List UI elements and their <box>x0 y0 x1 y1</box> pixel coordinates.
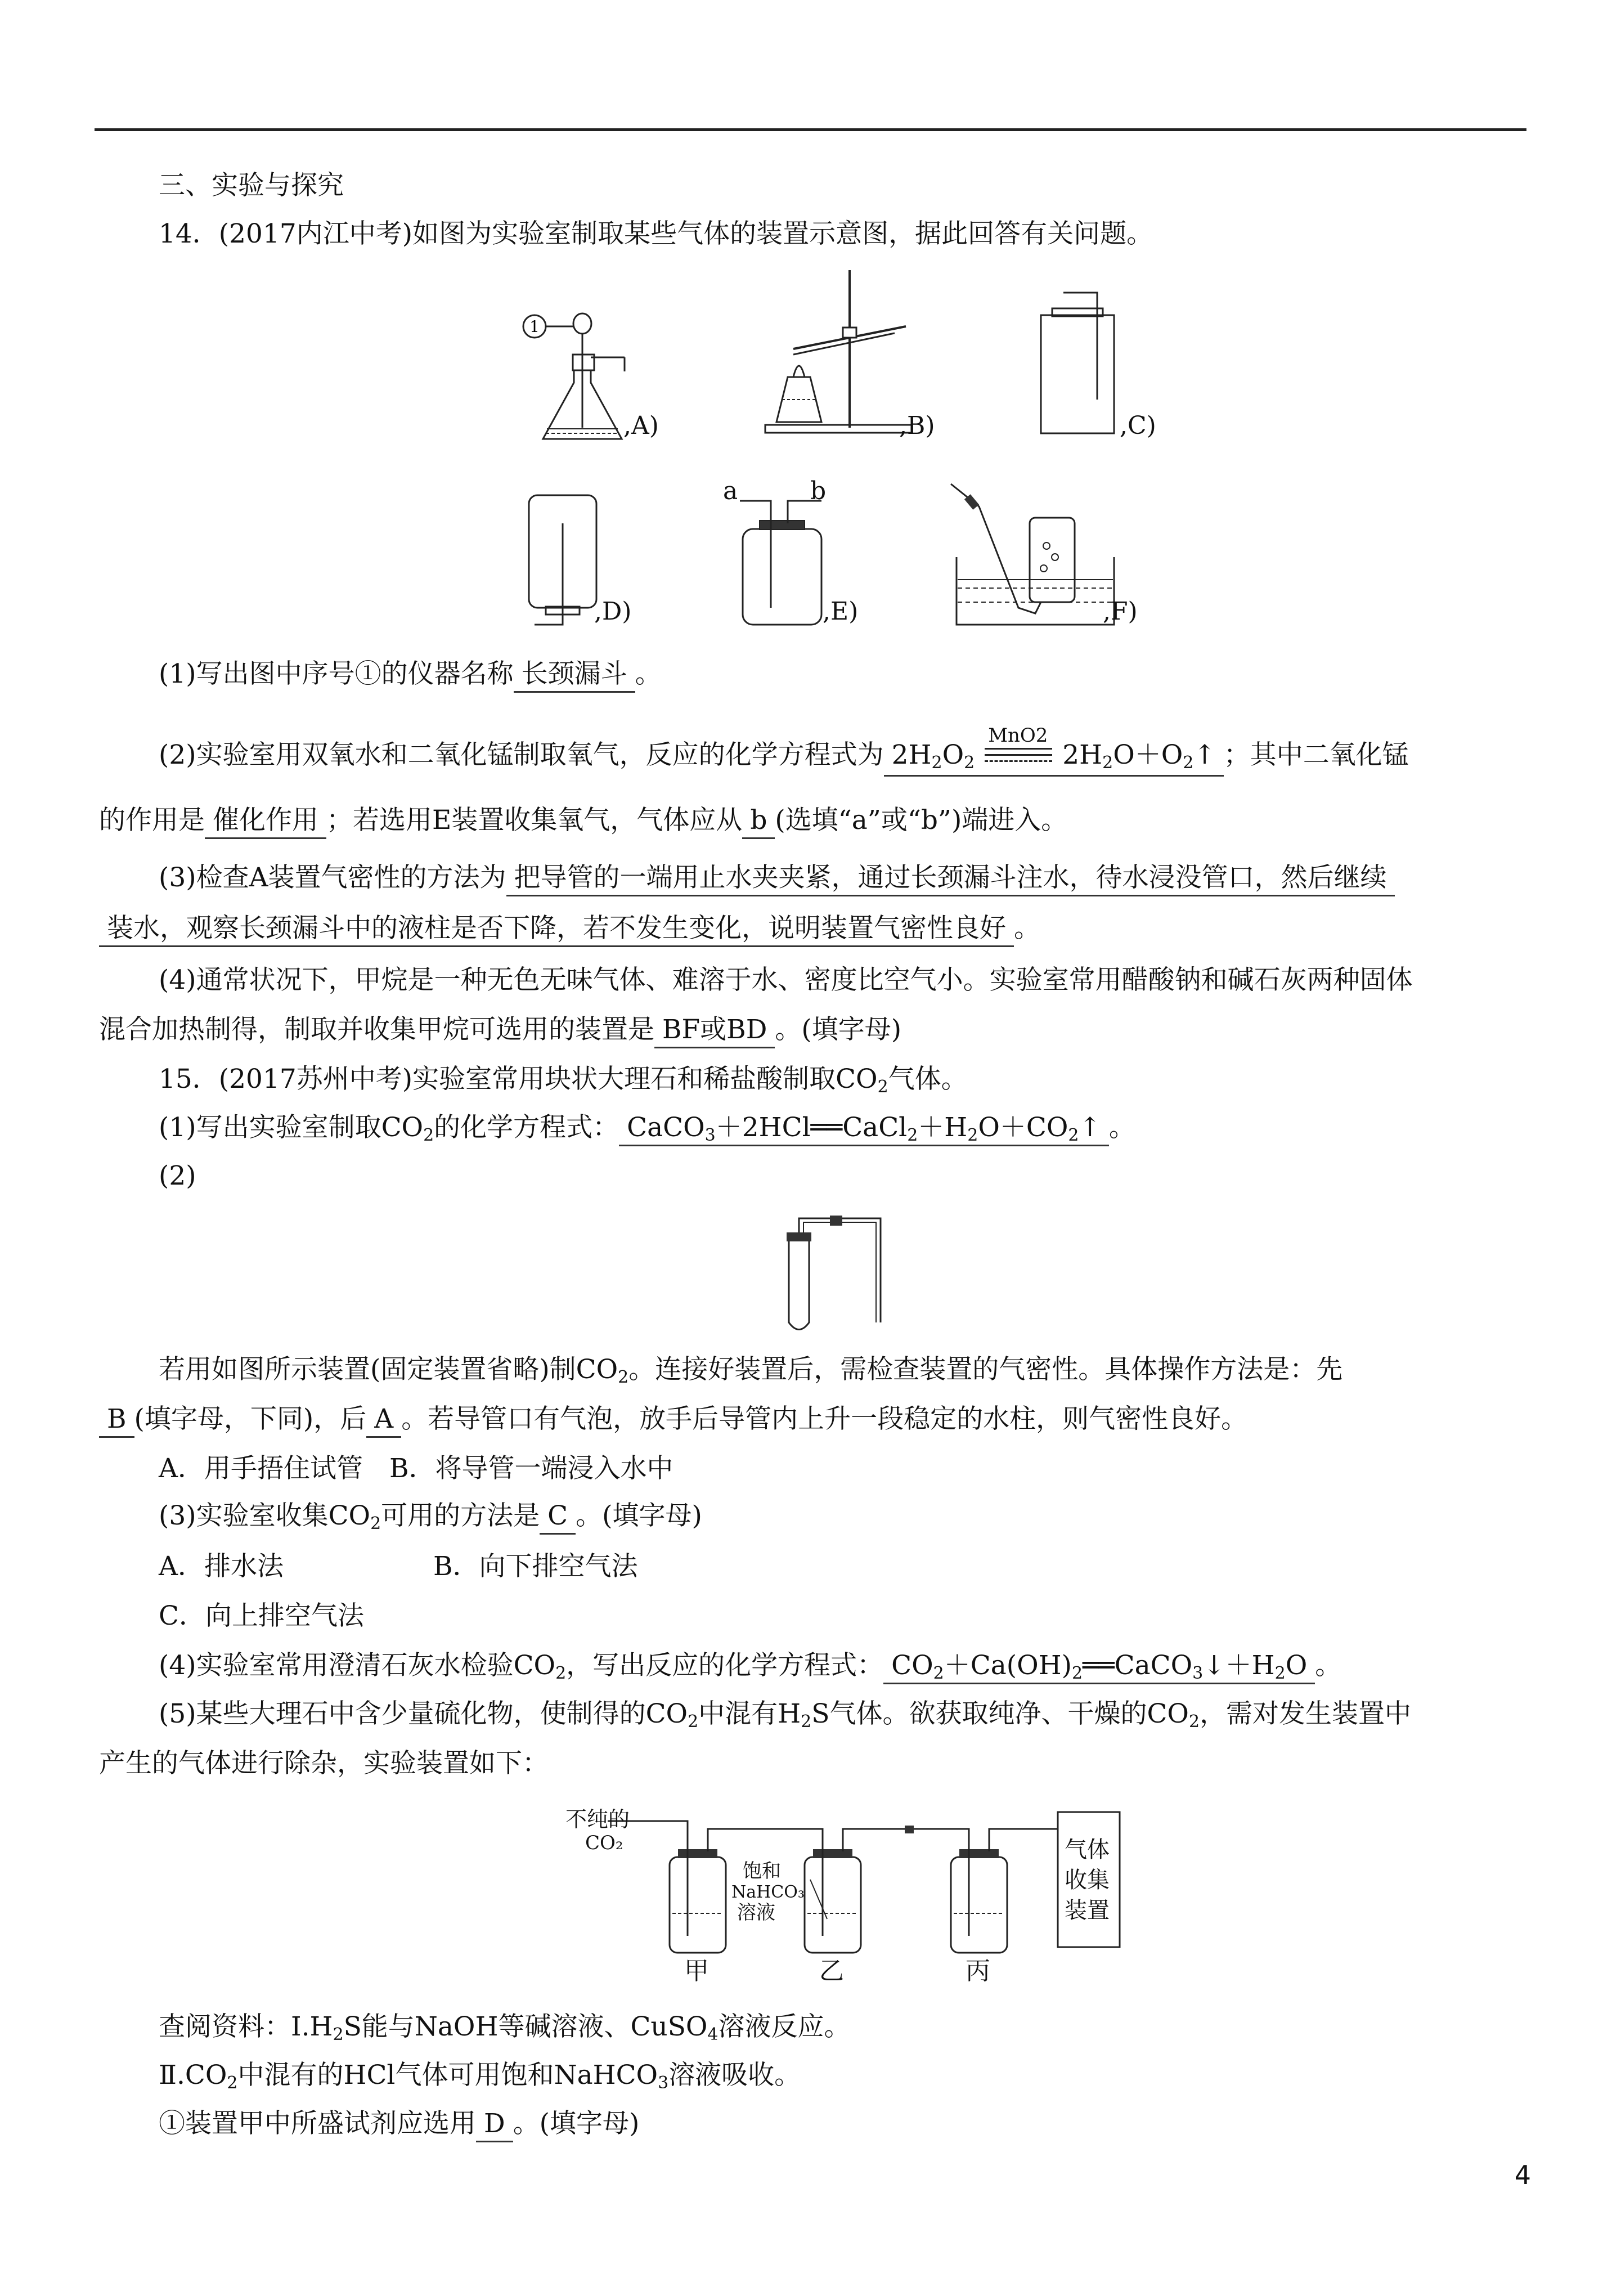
solution-label: 溶液 <box>737 1902 775 1924</box>
q15-p3-option-a: A．排水法 <box>159 1551 284 1582</box>
co2-label: CO₂ <box>585 1832 623 1854</box>
q14-p2b: 的作用是 催化作用 ；若选用E装置收集氧气，气体应从 b (选填“a”或“b”)端进入。 <box>99 804 1067 839</box>
saturated-label: 饱和 <box>743 1860 781 1882</box>
bottle-yi-label: 乙 <box>819 1957 844 1985</box>
q14-p2: (2)实验室用双氧水和二氧化锰制取氧气，反应的化学方程式为 $2H_2O_2$ MnO2 $2H_2O+O_2↑$ ；其中二氧化锰 <box>159 738 1409 777</box>
q14-p3: (3)检查A装置气密性的方法为 把导管的一端用止水夹夹紧，通过长颈漏斗注水，待水浸没管口，然后继续 <box>159 861 1395 896</box>
q14-p4-line1: (4)通常状况下，甲烷是一种无色无味气体、难溶于水、密度比空气小。实验室常用醋酸钠和碱石灰两种固体 <box>159 965 1413 995</box>
impure-label: 不纯的 <box>565 1807 630 1832</box>
collect-label-1: 气体 <box>1065 1837 1110 1863</box>
q14-stem: 14．(2017内江中考)如图为实验室制取某些气体的装置示意图，据此回答有关问题。 <box>159 218 1153 249</box>
bottle-bing-label: 丙 <box>966 1957 990 1985</box>
q14-p3-answer-line1: 把导管的一端用止水夹夹紧，通过长颈漏斗注水，待水浸没管口，然后继续 <box>506 862 1395 896</box>
apparatus-e-figure <box>731 490 833 630</box>
q14-p2-answer: $2H_2O_2$ MnO2 $2H_2O+O_2↑$ <box>884 739 1224 777</box>
bottle-jia-label: 甲 <box>684 1957 709 1985</box>
figure-b-label: ,B) <box>899 411 935 440</box>
q15-p1-answer: $CaCO_3+2HCl══CaCl_2+H_2O+CO_2↑$ <box>619 1112 1109 1146</box>
q15-p5-sub1: ①装置甲中所盛试剂应选用 D 。(填字母) <box>159 2107 639 2142</box>
port-a-label: a <box>723 477 738 505</box>
q15-p2-answer1: B <box>99 1403 134 1438</box>
apparatus-b-figure <box>754 264 923 439</box>
figure-e-label: ,E) <box>823 597 859 626</box>
q14-p1: (1)写出图中序号①的仪器名称 长颈漏斗 。 <box>159 657 662 693</box>
q14-p2b-answer: 催化作用 <box>205 805 326 839</box>
section-title: 三、实验与探究 <box>159 170 344 201</box>
apparatus-f-figure <box>945 473 1125 636</box>
q15-stem: 15．(2017苏州中考)实验室常用块状大理石和稀盐酸制取$CO_2$气体。 <box>159 1064 968 1097</box>
reference-line1: 查阅资料：$Ⅰ.H_2S$能与NaOH等碱溶液、CuSO$_4$溶液反应。 <box>159 2011 851 2044</box>
reference-line2: $Ⅱ.CO_2$中混有的HCl气体可用饱和NaHCO$_3$溶液吸收。 <box>159 2060 801 2093</box>
port-b-label: b <box>810 477 827 505</box>
q14-p4-line2: 混合加热制得，制取并收集甲烷可选用的装置是 BF或BD 。(填字母) <box>99 1013 901 1048</box>
apparatus-c-figure <box>1030 287 1125 439</box>
q15-p3-option-b: B．向下排空气法 <box>433 1551 638 1582</box>
purification-apparatus-figure <box>563 1801 1125 1986</box>
figure-a-label: ,A) <box>623 411 659 440</box>
q15-p5-answer: D <box>476 2108 513 2142</box>
q15-p4-answer: $CO_2+Ca(OH)_2══CaCO_3↓+H_2O$ <box>883 1650 1315 1684</box>
q15-p2-line1: 若用如图所示装置(固定装置省略)制$CO_2$。连接好装置后，需检查装置的气密性。具体操作方法是：先 <box>159 1354 1343 1387</box>
q14-p2b-answer2: b <box>742 805 775 839</box>
q15-p2-answer2: A <box>366 1403 401 1438</box>
q15-p2-line2: B (填字母，下同)，后 A 。若导管口有气泡，放手后导管内上升一段稳定的水柱，则气密性良好。 <box>99 1402 1247 1438</box>
q14-p1-answer: 长颈漏斗 <box>514 658 635 693</box>
collect-label-3: 装置 <box>1065 1898 1110 1923</box>
figure-d-label: ,D) <box>594 597 632 626</box>
q14-p4-answer: BF或BD <box>654 1014 775 1048</box>
svg-text:1: 1 <box>529 317 540 336</box>
q15-p1: (1)写出实验室制取$CO_2$的化学方程式： $CaCO_3+2HCl══CaCl_2+H_2O+CO_2↑$ 。 <box>159 1112 1135 1145</box>
collect-label-2: 收集 <box>1065 1867 1110 1893</box>
q14-p3-cont: 装水，观察长颈漏斗中的液柱是否下降，若不发生变化，说明装置气密性良好 。 <box>99 912 1040 947</box>
q15-p4: (4)实验室常用澄清石灰水检验$CO_2$，写出反应的化学方程式： $CO_2+Ca(OH)_2══CaCO_3↓+H_2O$ 。 <box>159 1650 1342 1683</box>
q15-p3-answer: C <box>540 1500 576 1535</box>
figure-c-label: ,C) <box>1120 411 1156 440</box>
nahco3-label: NaHCO₃ <box>731 1882 805 1902</box>
figure-f-label: ,F) <box>1103 597 1138 626</box>
q15-p2-options: A．用手捂住试管 B．将导管一端浸入水中 <box>159 1453 673 1484</box>
q15-p3: (3)实验室收集$CO_2$可用的方法是 C 。(填字母) <box>159 1500 702 1533</box>
q14-p3-answer-line2: 装水，观察长颈漏斗中的液柱是否下降，若不发生变化，说明装置气密性良好 <box>99 913 1014 947</box>
q15-p5-line1: (5)某些大理石中含少量硫化物，使制得的$CO_2$中混有$H_2S$气体。欲获取纯净、干燥的$CO_2$，需对发生装置中 <box>159 1698 1412 1732</box>
apparatus-a-figure <box>518 298 686 445</box>
q15-p2-label: (2) <box>159 1160 196 1191</box>
q15-p3-option-c: C．向上排空气法 <box>159 1600 364 1631</box>
header-rule <box>95 128 1526 131</box>
test-tube-figure <box>776 1210 900 1339</box>
q15-p5-line2: 产生的气体进行除杂，实验装置如下： <box>99 1748 549 1779</box>
page-number: 4 <box>1514 2160 1531 2190</box>
